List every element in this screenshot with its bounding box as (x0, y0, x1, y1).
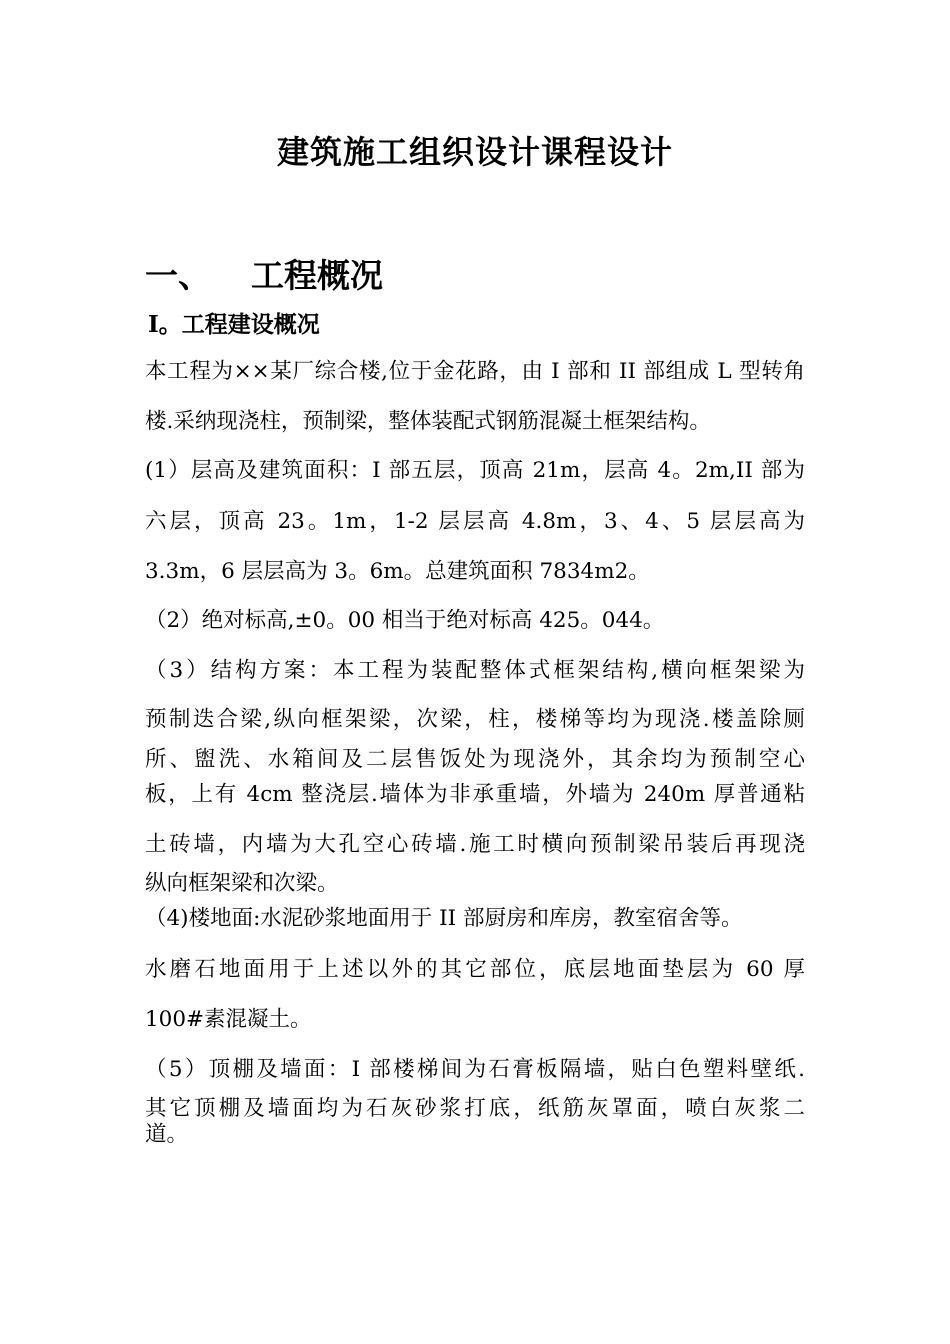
body-line: 楼.采纳现浇柱，预制梁，整体装配式钢筋混凝土框架结构。 (145, 409, 711, 434)
body-line: 纵向框架梁和次梁。 (145, 871, 339, 896)
body-line: 板，上有 4cm 整浇层.墙体为非承重墙，外墙为 240m 厚普通粘 (145, 782, 805, 807)
body-line: 道。 (145, 1122, 189, 1147)
body-line: 其它顶棚及墙面均为石灰砂浆打底，纸筋灰罩面，喷白灰浆二 (145, 1096, 805, 1121)
section-number: 一、 (145, 256, 211, 295)
body-line: 所、盥洗、水箱间及二层售饭处为现浇外，其余均为预制空心 (145, 747, 805, 772)
body-line: 预制迭合梁,纵向框架梁，次梁，柱，楼梯等均为现浇.楼盖除厕 (145, 707, 805, 732)
body-line: 3.3m，6 层层高为 3。6m。总建筑面积 7834m2。 (145, 559, 650, 584)
body-line: 水磨石地面用于上述以外的其它部位，底层地面垫层为 60 厚 (145, 957, 805, 982)
body-line: （5）顶棚及墙面：I 部楼梯间为石膏板隔墙，贴白色塑料壁纸. (145, 1057, 805, 1082)
subsection-heading: Ⅰ。工程建设概况 (148, 311, 320, 338)
body-line: 六层，顶高 23。1m，1-2 层层高 4.8m，3、4、5 层层高为 (145, 509, 805, 534)
section-title: 工程概况 (251, 256, 383, 295)
body-line: （2）绝对标高,±0。00 相当于绝对标高 425。044。 (145, 608, 665, 633)
document-title: 建筑施工组织设计课程设计 (276, 133, 673, 171)
body-line: (1）层高及建筑面积：I 部五层，顶高 21m，层高 4。2m,II 部为 (145, 458, 805, 483)
body-line: 本工程为××某厂综合楼,位于金花路，由 I 部和 II 部组成 L 型转角 (145, 359, 805, 384)
body-line: 100#素混凝土。 (145, 1007, 312, 1032)
body-line: 土砖墙，内墙为大孔空心砖墙.施工时横向预制梁吊装后再现浇 (145, 832, 805, 857)
body-line: （4)楼地面:水泥砂浆地面用于 II 部厨房和库房，教室宿舍等。 (145, 906, 743, 931)
body-line: （3）结构方案：本工程为装配整体式框架结构,横向框架梁为 (145, 658, 805, 683)
section-heading (145, 252, 383, 300)
